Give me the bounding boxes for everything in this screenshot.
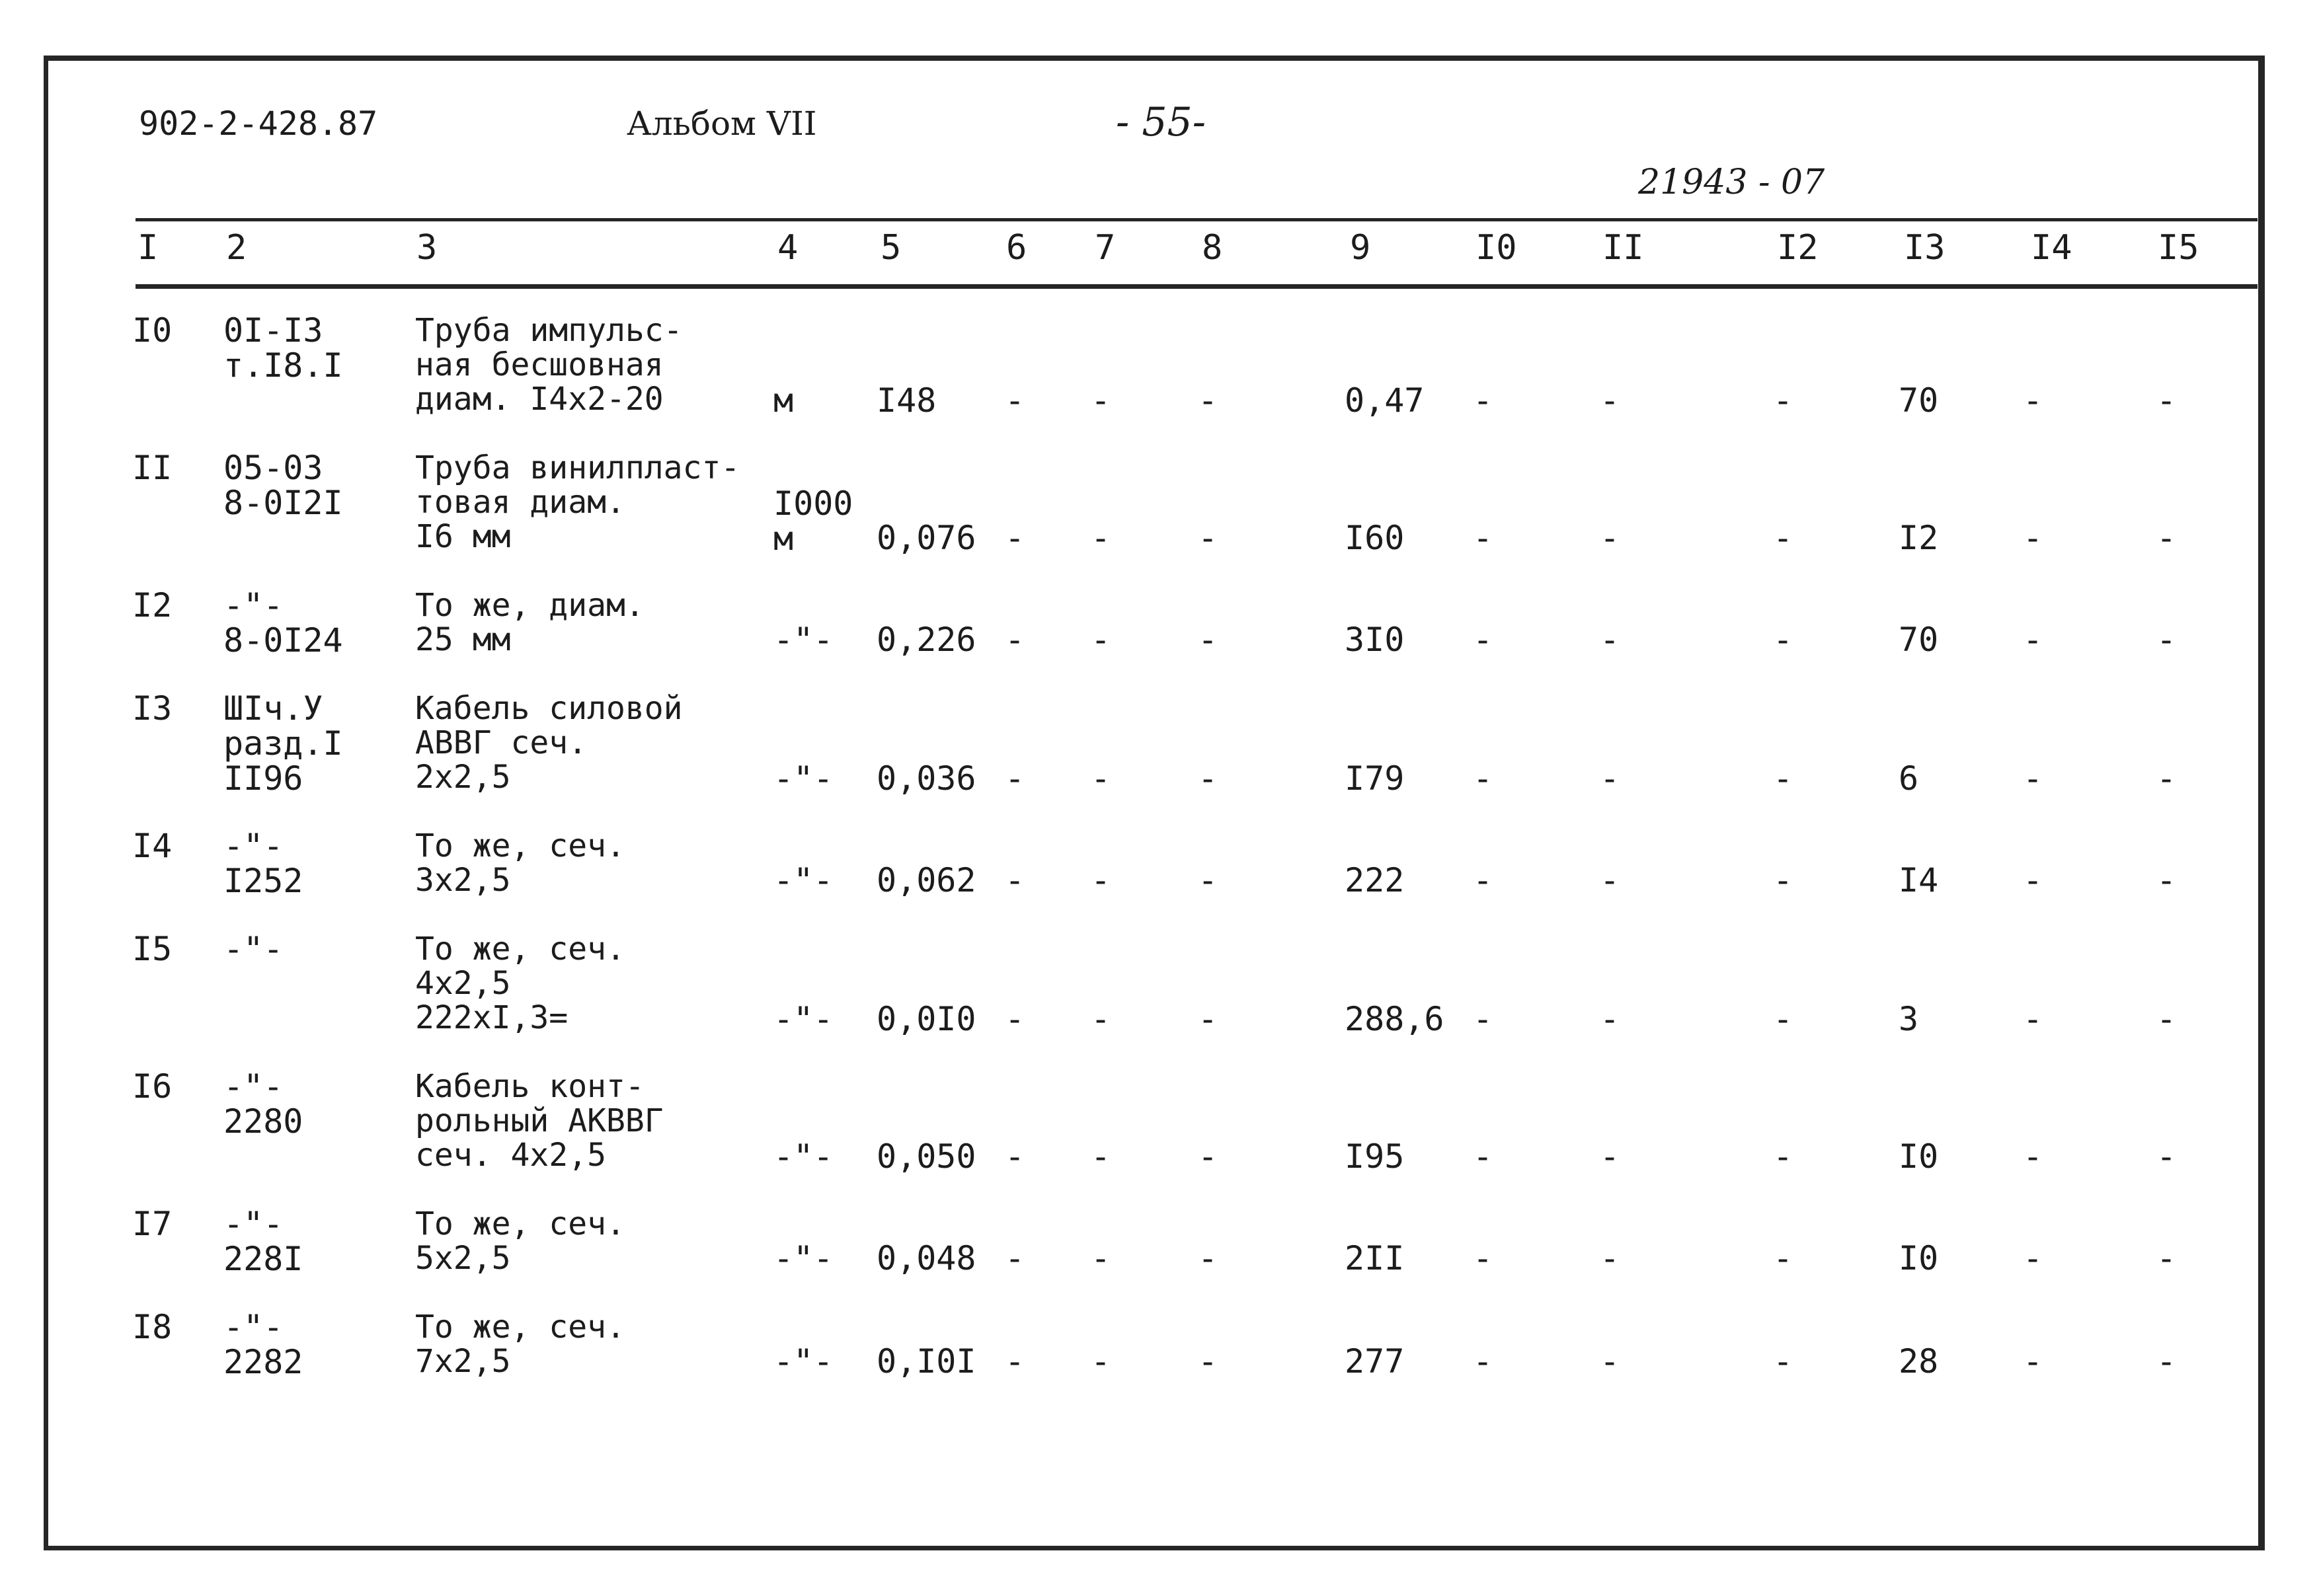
cell-col7: - (1091, 861, 1111, 899)
cell-col10: - (1473, 1239, 1493, 1277)
item-name: Труба винилпласт- товая диам. I6 мм (415, 449, 740, 555)
item-name: То же, сеч. 3x2,5 (415, 827, 625, 899)
item-code: 05-03 8-0I2I (223, 449, 343, 522)
cell-col5: I48 (877, 381, 937, 420)
cell-col7: - (1091, 1137, 1111, 1176)
document-number: 902-2-428.87 (139, 104, 378, 143)
header-rule-bottom (136, 284, 2258, 289)
cell-col11: - (1600, 1137, 1620, 1176)
cell-col13: 3 (1899, 1000, 1919, 1038)
unit: -"- (773, 621, 834, 659)
column-header: 8 (1202, 228, 1223, 268)
cell-col10: - (1473, 1342, 1493, 1381)
cell-col14: - (2023, 1000, 2043, 1038)
cell-col10: - (1473, 1137, 1493, 1176)
cell-col14: - (2023, 1137, 2043, 1176)
row-number: I4 (132, 827, 173, 865)
cell-col13: 70 (1899, 621, 1939, 659)
column-header: I2 (1777, 228, 1819, 268)
cell-col9: I60 (1345, 519, 1405, 557)
unit: -"- (773, 1000, 834, 1038)
cell-col6: - (1005, 861, 1025, 899)
unit: м (773, 381, 794, 420)
cell-col13: I0 (1899, 1137, 1939, 1176)
row-number: I3 (132, 689, 173, 728)
row-number: I0 (132, 311, 173, 350)
cell-col10: - (1473, 381, 1493, 420)
album-label: Альбом VII (627, 104, 817, 143)
cell-col12: - (1773, 861, 1793, 899)
cell-col8: - (1198, 381, 1218, 420)
cell-col12: - (1773, 381, 1793, 420)
cell-col15: - (2156, 759, 2177, 798)
row-number: I6 (132, 1067, 173, 1106)
row-number: I5 (132, 930, 173, 968)
cell-col8: - (1198, 1000, 1218, 1038)
cell-col5: 0,I0I (877, 1342, 976, 1381)
cell-col7: - (1091, 621, 1111, 659)
cell-col14: - (2023, 621, 2043, 659)
cell-col8: - (1198, 861, 1218, 899)
column-header: 9 (1350, 228, 1371, 268)
cell-col15: - (2156, 1137, 2177, 1176)
cell-col6: - (1005, 759, 1025, 798)
header-rule-top (136, 218, 2258, 221)
cell-col13: 70 (1899, 381, 1939, 420)
cell-col5: 0,050 (877, 1137, 976, 1176)
cell-col11: - (1600, 759, 1620, 798)
cell-col11: - (1600, 1342, 1620, 1381)
cell-col9: I95 (1345, 1137, 1405, 1176)
cell-col15: - (2156, 621, 2177, 659)
cell-col5: 0,048 (877, 1239, 976, 1277)
cell-col7: - (1091, 381, 1111, 420)
row-number: I2 (132, 586, 173, 625)
cell-col10: - (1473, 621, 1493, 659)
cell-col5: 0,226 (877, 621, 976, 659)
cell-col12: - (1773, 1239, 1793, 1277)
cell-col6: - (1005, 621, 1025, 659)
cell-col14: - (2023, 861, 2043, 899)
cell-col9: 3I0 (1345, 621, 1405, 659)
item-name: То же, сеч. 4x2,5 222xI,3= (415, 931, 625, 1036)
column-header: 5 (881, 228, 902, 268)
cell-col8: - (1198, 519, 1218, 557)
cell-col6: - (1005, 1000, 1025, 1038)
cell-col15: - (2156, 381, 2177, 420)
item-name: Труба импульс- ная бесшовная диам. I4x2-20 (415, 312, 683, 418)
cell-col7: - (1091, 759, 1111, 798)
column-header: I3 (1904, 228, 1946, 268)
unit: -"- (773, 1239, 834, 1277)
item-name: То же, сеч. 7x2,5 (415, 1309, 625, 1380)
cell-col15: - (2156, 1000, 2177, 1038)
cell-col13: 6 (1899, 759, 1919, 798)
cell-col8: - (1198, 1239, 1218, 1277)
cell-col10: - (1473, 759, 1493, 798)
cell-col9: I79 (1345, 759, 1405, 798)
page-frame (44, 56, 2265, 1550)
cell-col9: 2II (1345, 1239, 1405, 1277)
item-code: -"- 2280 (223, 1067, 303, 1141)
cell-col7: - (1091, 519, 1111, 557)
page-number: - 55- (1116, 99, 1206, 145)
row-number: I7 (132, 1205, 173, 1243)
cell-col13: 28 (1899, 1342, 1939, 1381)
cell-col15: - (2156, 861, 2177, 899)
cell-col10: - (1473, 861, 1493, 899)
item-code: -"- I252 (223, 827, 303, 900)
cell-col14: - (2023, 1342, 2043, 1381)
cell-col14: - (2023, 381, 2043, 420)
column-header: 3 (416, 228, 438, 268)
cell-col8: - (1198, 1342, 1218, 1381)
column-header: 2 (226, 228, 247, 268)
cell-col11: - (1600, 861, 1620, 899)
cell-col11: - (1600, 519, 1620, 557)
item-code: 0I-I3 т.I8.I (223, 311, 343, 385)
item-code: -"- 228I (223, 1205, 303, 1278)
cell-col12: - (1773, 759, 1793, 798)
cell-col9: 0,47 (1345, 381, 1425, 420)
cell-col15: - (2156, 519, 2177, 557)
cell-col5: 0,076 (877, 519, 976, 557)
cell-col10: - (1473, 519, 1493, 557)
cell-col9: 277 (1345, 1342, 1405, 1381)
cell-col6: - (1005, 1342, 1025, 1381)
cell-col15: - (2156, 1239, 2177, 1277)
cell-col13: I0 (1899, 1239, 1939, 1277)
unit: I000 м (773, 484, 853, 558)
column-header: 7 (1095, 228, 1116, 268)
cell-col13: I2 (1899, 519, 1939, 557)
item-name: Кабель конт- рольный АКВВГ сеч. 4x2,5 (415, 1068, 664, 1174)
cell-col6: - (1005, 519, 1025, 557)
cell-col5: 0,062 (877, 861, 976, 899)
cell-col15: - (2156, 1342, 2177, 1381)
cell-col7: - (1091, 1342, 1111, 1381)
cell-col11: - (1600, 1239, 1620, 1277)
item-name: То же, диам. 25 мм (415, 587, 645, 658)
item-code: -"- 2282 (223, 1308, 303, 1381)
item-name: То же, сеч. 5x2,5 (415, 1205, 625, 1277)
unit: -"- (773, 1342, 834, 1381)
cell-col12: - (1773, 519, 1793, 557)
cell-col12: - (1773, 621, 1793, 659)
cell-col14: - (2023, 759, 2043, 798)
unit: -"- (773, 861, 834, 899)
cell-col11: - (1600, 1000, 1620, 1038)
column-header: I4 (2031, 228, 2072, 268)
column-header: I (138, 228, 159, 268)
item-code: -"- 8-0I24 (223, 586, 343, 660)
column-header: 6 (1006, 228, 1027, 268)
cell-col5: 0,0I0 (877, 1000, 976, 1038)
column-header: I0 (1475, 228, 1517, 268)
item-code: ШIч.У разд.I II96 (223, 689, 343, 798)
column-header: 4 (777, 228, 799, 268)
unit: -"- (773, 1137, 834, 1176)
cell-col8: - (1198, 1137, 1218, 1176)
cell-col8: - (1198, 621, 1218, 659)
cell-col9: 222 (1345, 861, 1405, 899)
cell-col11: - (1600, 621, 1620, 659)
cell-col6: - (1005, 381, 1025, 420)
cell-col6: - (1005, 1137, 1025, 1176)
cell-col7: - (1091, 1000, 1111, 1038)
column-header: II (1602, 228, 1644, 268)
document-code: 21943 - 07 (1638, 163, 1825, 202)
row-number: I8 (132, 1308, 173, 1346)
cell-col13: I4 (1899, 861, 1939, 899)
column-header: I5 (2158, 228, 2199, 268)
cell-col12: - (1773, 1137, 1793, 1176)
cell-col14: - (2023, 1239, 2043, 1277)
cell-col11: - (1600, 381, 1620, 420)
cell-col10: - (1473, 1000, 1493, 1038)
item-code: -"- (223, 930, 284, 968)
cell-col7: - (1091, 1239, 1111, 1277)
row-number: II (132, 449, 173, 487)
unit: -"- (773, 759, 834, 798)
cell-col5: 0,036 (877, 759, 976, 798)
cell-col12: - (1773, 1000, 1793, 1038)
cell-col8: - (1198, 759, 1218, 798)
item-name: Кабель силовой АВВГ сеч. 2x2,5 (415, 690, 683, 796)
cell-col12: - (1773, 1342, 1793, 1381)
cell-col14: - (2023, 519, 2043, 557)
cell-col6: - (1005, 1239, 1025, 1277)
cell-col9: 288,6 (1345, 1000, 1444, 1038)
